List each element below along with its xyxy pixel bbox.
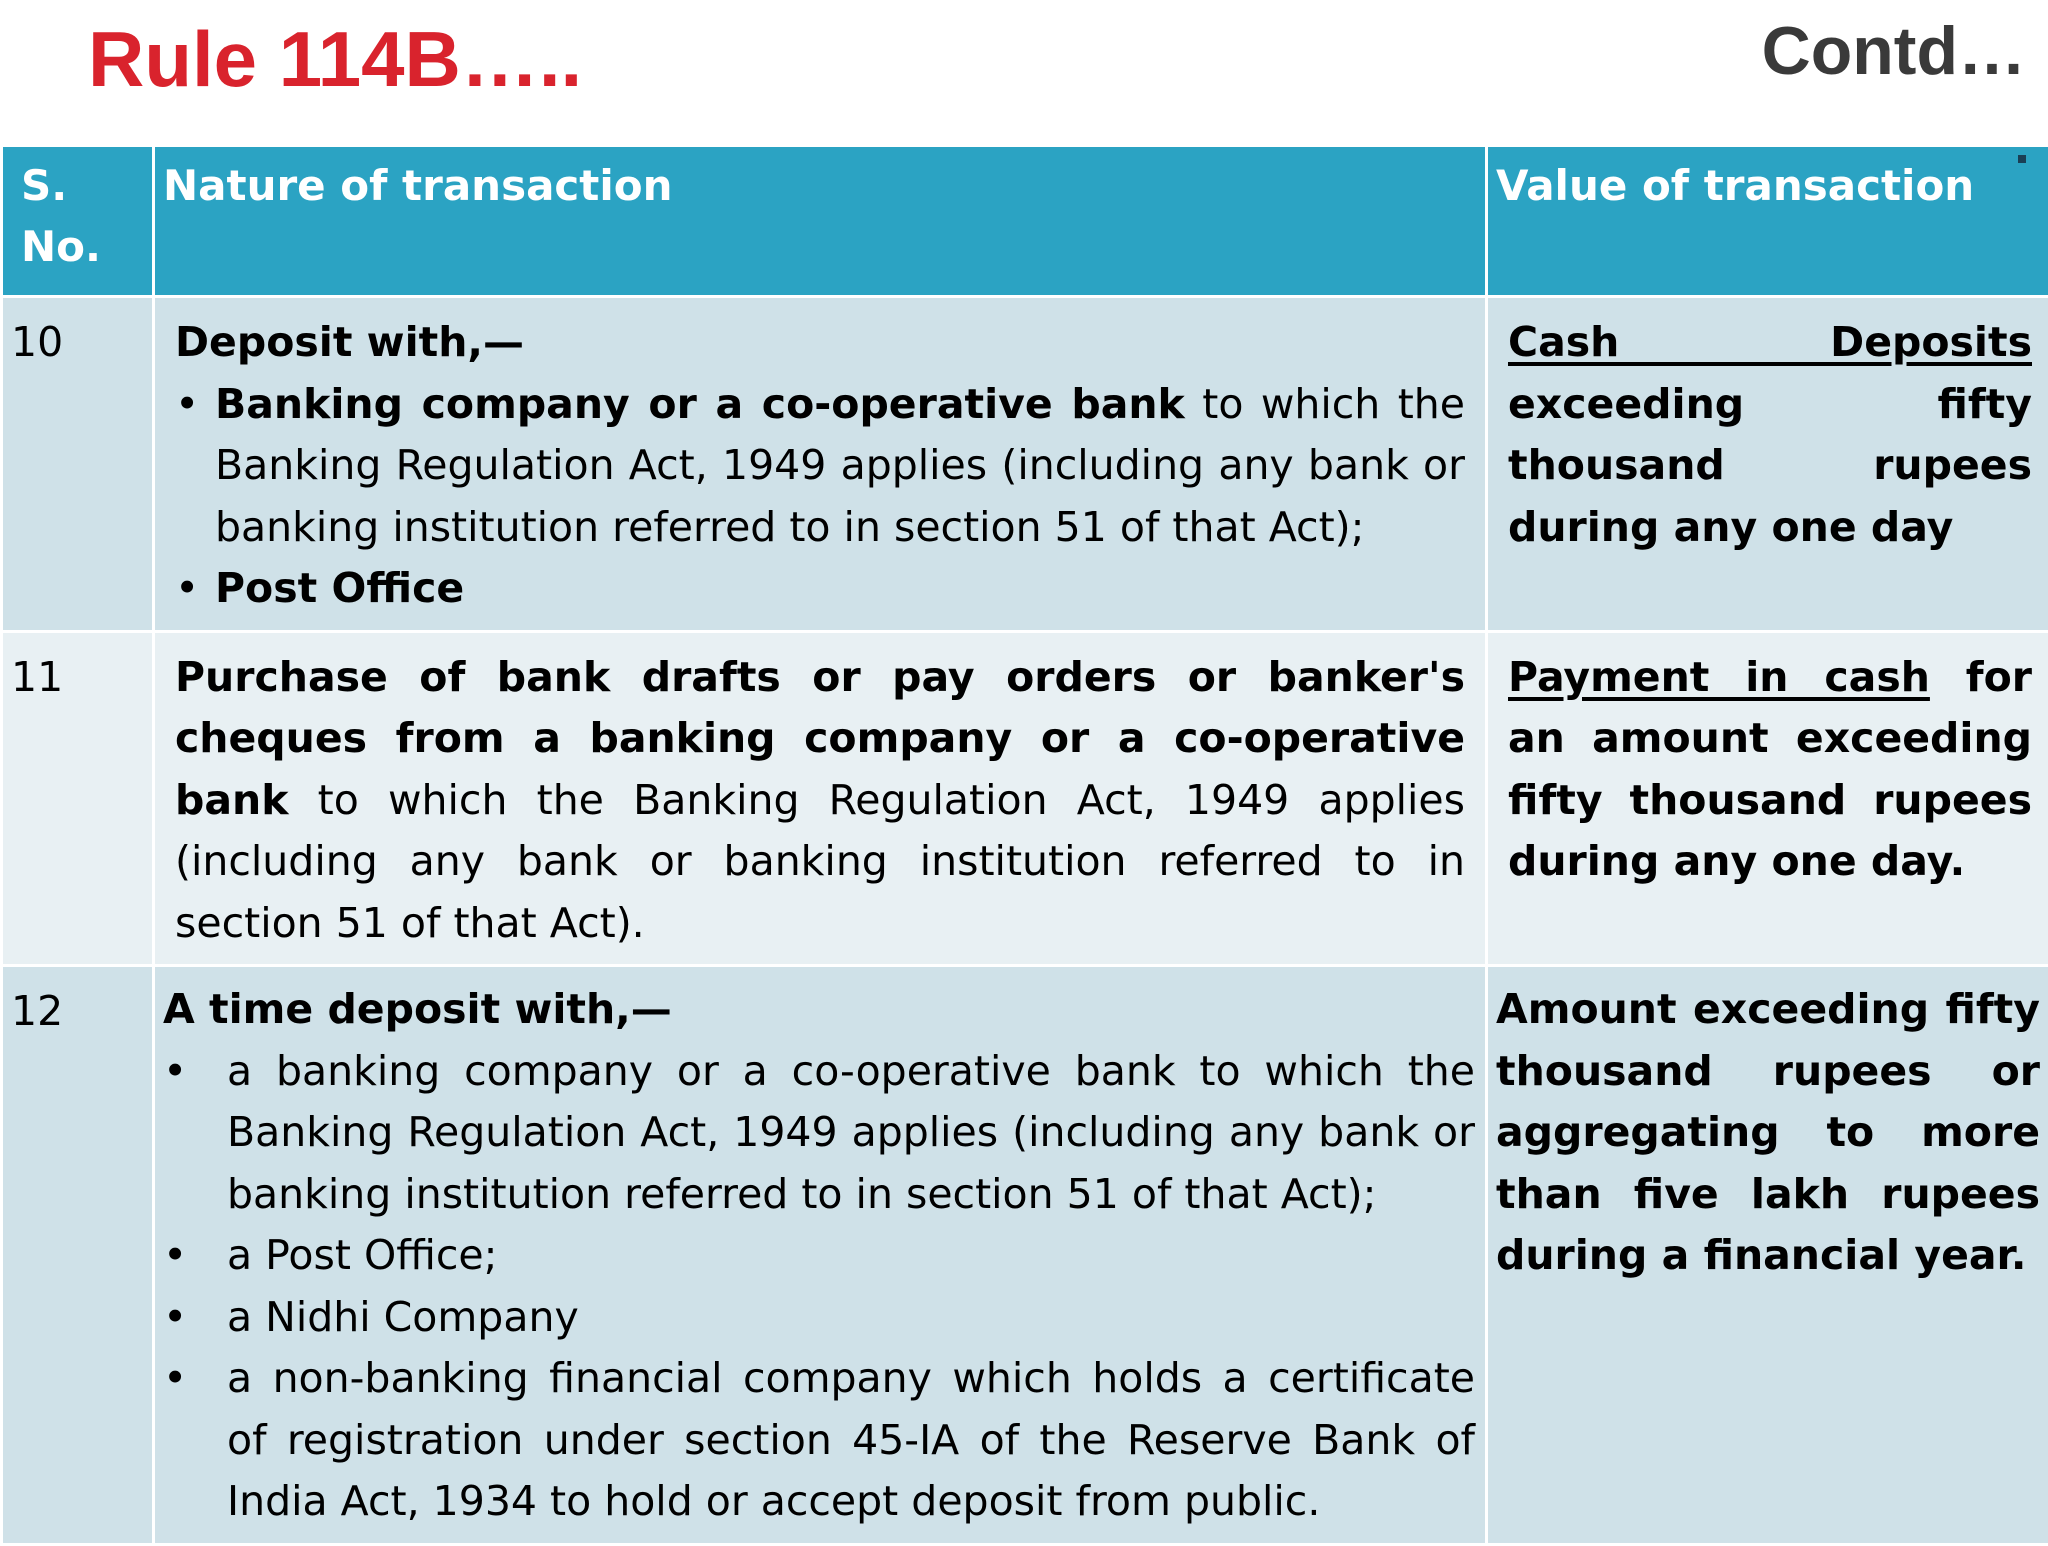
nature-cell bbox=[154, 966, 1487, 1545]
value-text: Amount exceeding fifty thousand rupees or aggregating to more than five lakh rupees during a financial year. bbox=[1488, 967, 2048, 1297]
value-text: Cash Deposits exceeding fifty thousand rupees during any one day bbox=[1488, 298, 2048, 568]
nature-bullet-list bbox=[175, 374, 1465, 620]
serial-number: 11 bbox=[2, 631, 154, 966]
nature-bullet-list bbox=[163, 1041, 1475, 1533]
header-value-label: Value of transaction bbox=[1496, 161, 1974, 210]
serial-number: 10 bbox=[2, 297, 154, 632]
nature-intro: Deposit with,— bbox=[175, 312, 1465, 374]
value-cell bbox=[1487, 297, 2048, 632]
nature-bullet: • Post Office bbox=[175, 558, 1465, 620]
transactions-table bbox=[0, 144, 2048, 1546]
table-row bbox=[2, 297, 2048, 632]
nature-cell bbox=[154, 297, 1487, 632]
nature-cell bbox=[154, 631, 1487, 966]
table-row bbox=[2, 631, 2048, 966]
corner-marker bbox=[2018, 155, 2026, 163]
header-nature-of-transaction: Nature of transaction bbox=[154, 146, 1487, 297]
nature-bullet: • a Nidhi Company bbox=[163, 1287, 1475, 1349]
value-text: Payment in cash for an amount exceeding fifty thousand rupees during any one day. bbox=[1488, 633, 2048, 903]
table-header-row bbox=[2, 146, 2048, 297]
nature-bullet: • a banking company or a co-operative bank to which the Banking Regulation Act, 1949 applies (including any bank or banking institution referred to in section 51 of that Act); bbox=[163, 1041, 1475, 1226]
nature-text: Purchase of bank drafts or pay orders or banker's cheques from a banking company or a co-operative bank to which the Banking Regulation Act, 1949 applies (including any bank or banking institution referred to in section 51 of that Act). bbox=[155, 633, 1485, 965]
nature-bullet: • a Post Office; bbox=[163, 1225, 1475, 1287]
slide-title: Rule 114B….. bbox=[88, 14, 582, 105]
nature-bullet: • a non-banking financial company which holds a certificate of registration under section 45-IA of the Reserve Bank of India Act, 1934 to hold or accept deposit from public. bbox=[163, 1348, 1475, 1533]
value-cell bbox=[1487, 966, 2048, 1545]
nature-bullet: • Banking company or a co-operative bank to which the Banking Regulation Act, 1949 applies (including any bank or banking institution referred to in section 51 of that Act); bbox=[175, 374, 1465, 559]
table-row bbox=[2, 966, 2048, 1545]
value-cell bbox=[1487, 631, 2048, 966]
header-value-of-transaction bbox=[1487, 146, 2048, 297]
header-serial-number: S. No. bbox=[2, 146, 154, 297]
serial-number: 12 bbox=[2, 966, 154, 1545]
nature-intro: A time deposit with,— bbox=[163, 979, 1475, 1041]
continued-label: Contd… bbox=[1762, 12, 2026, 90]
